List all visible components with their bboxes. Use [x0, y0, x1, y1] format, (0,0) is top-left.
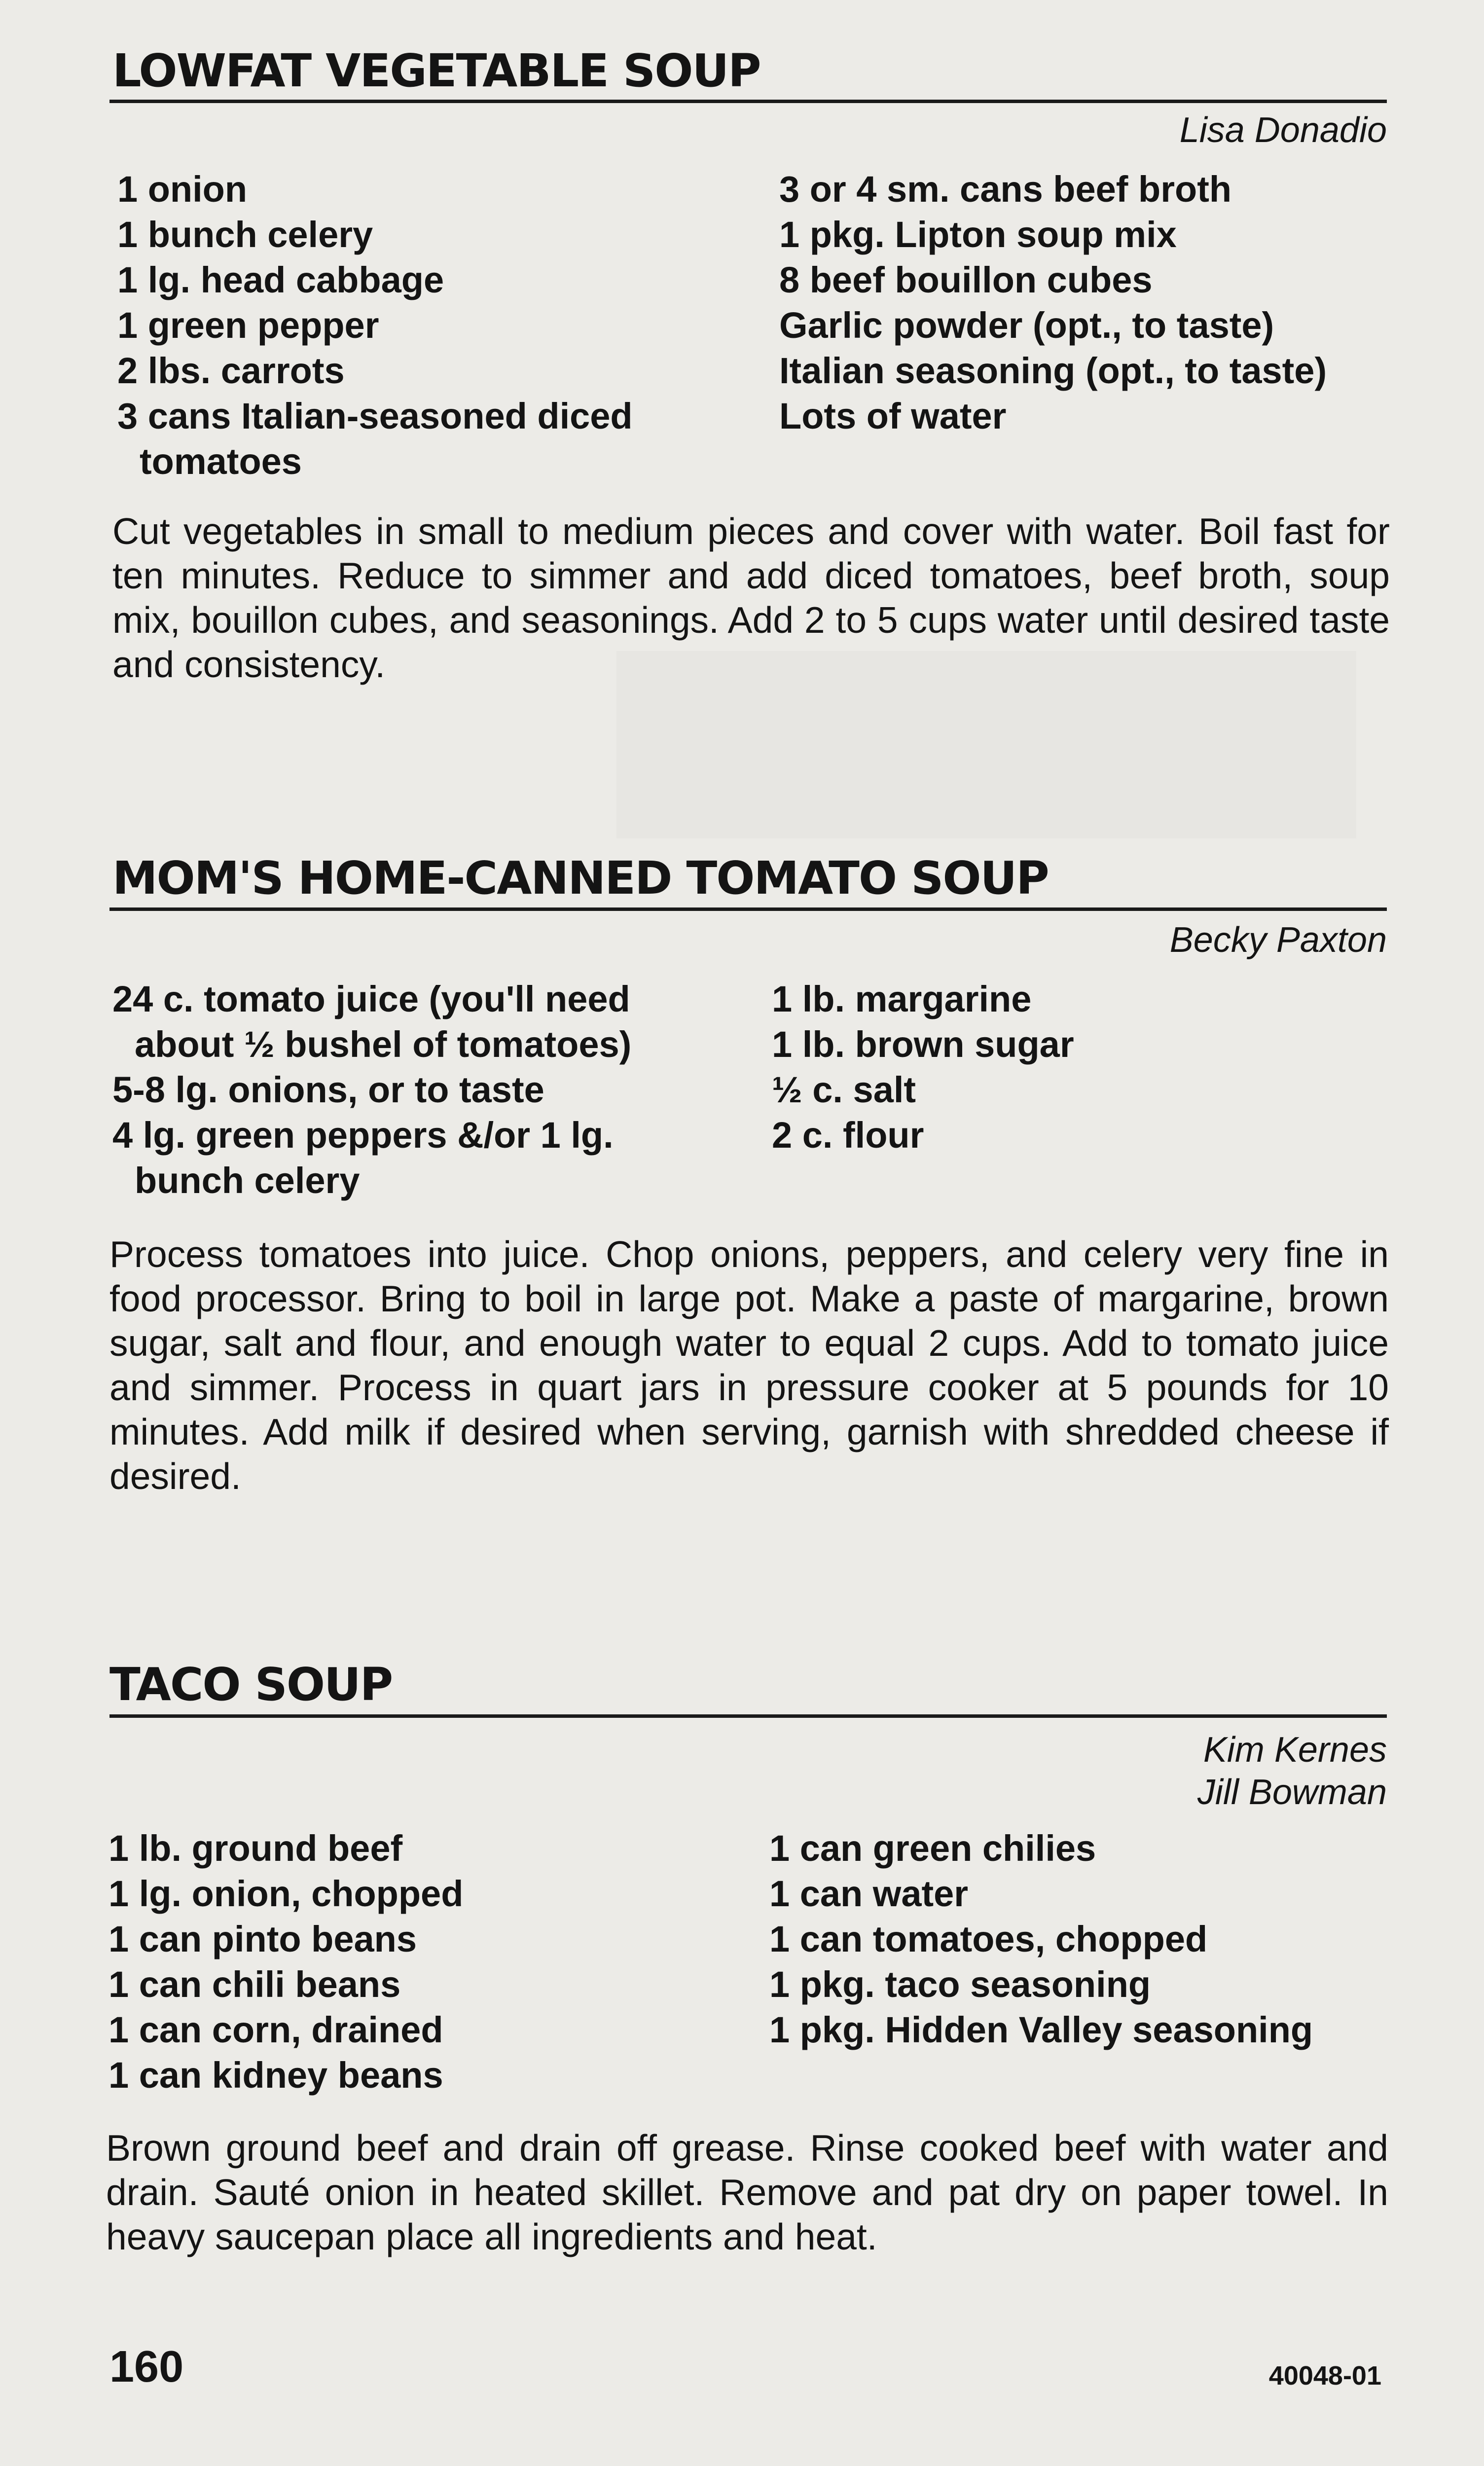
- ingredient: Italian seasoning (opt., to taste): [779, 350, 1327, 391]
- ingredient: 1 lg. head cabbage: [117, 259, 444, 300]
- ingredient: 1 onion: [117, 169, 248, 210]
- ingredient: 1 can corn, drained: [109, 2009, 443, 2050]
- ingredient: Garlic powder (opt., to taste): [779, 305, 1274, 346]
- ingredient: 3 cans Italian-seasoned diced tomatoes: [117, 396, 633, 482]
- ingredient: ½ c. salt: [772, 1069, 916, 1110]
- recipe-directions: Brown ground beef and drain off grease. Rinse cooked beef with water and drain. Sauté onion in heated skillet. Remove and pat dry on paper towel. In heavy saucepan place all ingredients and heat.: [106, 2127, 1388, 2257]
- ingredient: Lots of water: [779, 396, 1007, 436]
- ingredient: 3 or 4 sm. cans beef broth: [779, 169, 1232, 210]
- ingredient: 24 c. tomato juice (you'll need about ½ bushel of tomatoes): [112, 979, 632, 1065]
- ingredient: 2 lbs. carrots: [117, 350, 345, 391]
- ingredients-left: [117, 167, 759, 484]
- page-number: 160: [109, 2342, 184, 2392]
- ingredient: 1 green pepper: [117, 305, 379, 346]
- recipe-title: MOM'S HOME-CANNED TOMATO SOUP: [112, 852, 1049, 905]
- ingredient: 2 c. flour: [772, 1115, 924, 1156]
- catalog-number: 40048-01: [1268, 2361, 1381, 2391]
- ingredient: 1 lb. brown sugar: [772, 1024, 1074, 1065]
- ingredients-right: [779, 167, 1396, 439]
- ingredient: 1 can pinto beans: [109, 1919, 417, 1959]
- ingredient: 1 lg. onion, chopped: [109, 1873, 464, 1914]
- recipe-author: Becky Paxton: [1169, 920, 1387, 960]
- ingredient: 1 lb. ground beef: [109, 1828, 403, 1869]
- recipe-author: Kim Kernes: [1203, 1730, 1387, 1770]
- ingredients-left: [112, 977, 754, 1203]
- ingredient: 1 bunch celery: [117, 214, 373, 255]
- recipe-directions: Process tomatoes into juice. Chop onions, peppers, and celery very fine in food processor. Bring to boil in large pot. Make a paste of margarine, brown sugar, salt and flour, and enough water to equal 2 cups. Add to tomato juice and simmer. Process in quart jars in pressure cooker at 5 pounds for 10 minutes. Add milk if desired when serving, garnish with shredded cheese if desired.: [109, 1233, 1389, 1497]
- title-rule: [109, 1714, 1387, 1718]
- title-rule: [109, 907, 1387, 911]
- ingredients-left: [109, 1826, 750, 2098]
- ingredient: 4 lg. green peppers &/or 1 lg. bunch celery: [112, 1115, 614, 1201]
- ingredient: 1 pkg. taco seasoning: [769, 1964, 1151, 2005]
- ingredient: 1 lb. margarine: [772, 979, 1032, 1019]
- ingredients-right: [772, 977, 1388, 1158]
- recipe-title: TACO SOUP: [109, 1658, 393, 1711]
- ingredient: 1 pkg. Lipton soup mix: [779, 214, 1177, 255]
- title-rule: [109, 100, 1387, 103]
- recipe-directions: Cut vegetables in small to medium pieces and cover with water. Boil fast for ten minutes. Reduce to simmer and add diced tomatoes, beef broth, soup mix, bouillon cubes, and seasonings. Add 2 to 5 cups water until desired taste and consistency.: [112, 510, 1390, 685]
- ingredient: 1 can chili beans: [109, 1964, 401, 2005]
- ingredient: 1 can water: [769, 1873, 969, 1914]
- recipe-author: Jill Bowman: [1197, 1773, 1387, 1812]
- ingredient: 1 can kidney beans: [109, 2055, 443, 2096]
- recipe-author: Lisa Donadio: [1179, 110, 1387, 150]
- ingredient: 1 pkg. Hidden Valley seasoning: [769, 2009, 1313, 2050]
- ingredients-right: [769, 1826, 1396, 2053]
- ingredient: 8 beef bouillon cubes: [779, 259, 1153, 300]
- ingredient: 5-8 lg. onions, or to taste: [112, 1069, 544, 1110]
- recipe-title: LOWFAT VEGETABLE SOUP: [112, 44, 760, 97]
- ingredient: 1 can green chilies: [769, 1828, 1096, 1869]
- ingredient: 1 can tomatoes, chopped: [769, 1919, 1208, 1959]
